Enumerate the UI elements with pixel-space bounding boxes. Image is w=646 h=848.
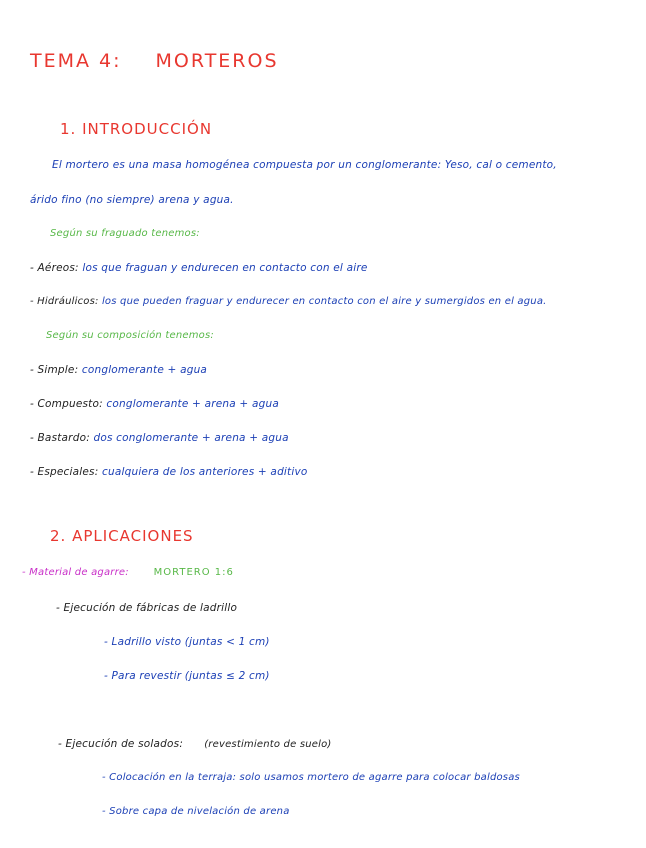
term-compuesto: - Compuesto: [30,398,103,410]
desc-compuesto: conglomerante + arena + agua [106,398,279,410]
material-value: MORTERO 1:6 [153,567,234,578]
intro-line-1: El mortero es una masa homogénea compuesta por un conglomerante: Yeso, cal o cemento, [52,159,557,171]
list-item-bastardo [30,432,289,444]
list-item-compuesto [30,398,279,410]
solados-label: - Ejecución de solados: [58,738,184,750]
intro-line-2: árido fino (no siempre) arena y agua. [30,194,234,206]
section-heading-aplicaciones: 2. APLICACIONES [50,527,194,545]
title-subject: MORTEROS [155,50,279,72]
fabricas-item-ladrillo-visto: - Ladrillo visto (juntas < 1 cm) [104,636,270,648]
list-item-aereos [30,262,368,274]
desc-simple: conglomerante + agua [81,364,208,376]
page-title [30,50,279,72]
term-especiales: - Especiales: [30,466,99,478]
solados-note: (revestimiento de suelo) [204,739,332,750]
term-simple: - Simple: [30,364,79,376]
desc-hidraulicos: los que pueden fraguar y endurecer en contacto con el aire y sumergidos en el agua. [101,296,547,307]
desc-aereos: los que fraguan y endurecen en contacto con el aire [82,262,368,274]
title-tema: TEMA 4: [30,50,122,72]
solados-item-nivelacion: - Sobre capa de nivelación de arena [102,806,290,817]
ejecucion-fabricas: - Ejecución de fábricas de ladrillo [56,602,238,614]
solados-item-terraja: - Colocación en la terraja: solo usamos mortero de agarre para colocar baldosas [102,772,520,783]
fabricas-item-para-revestir: - Para revestir (juntas ≤ 2 cm) [104,670,270,682]
term-bastardo: - Bastardo: [30,432,90,444]
subheading-composicion: Según su composición tenemos: [46,330,214,341]
list-item-especiales [30,466,308,478]
desc-especiales: cualquiera de los anteriores + aditivo [102,466,308,478]
material-agarre-line [22,567,234,578]
material-label: - Material de agarre: [22,567,129,578]
ejecucion-solados [58,738,332,750]
desc-bastardo: dos conglomerante + arena + agua [93,432,289,444]
list-item-hidraulicos [30,296,547,307]
term-hidraulicos: - Hidráulicos: [30,296,99,307]
section-heading-introduccion: 1. INTRODUCCIÓN [60,120,213,138]
subheading-fraguado: Según su fraguado tenemos: [50,228,200,239]
term-aereos: - Aéreos: [30,262,79,274]
list-item-simple [30,364,207,376]
